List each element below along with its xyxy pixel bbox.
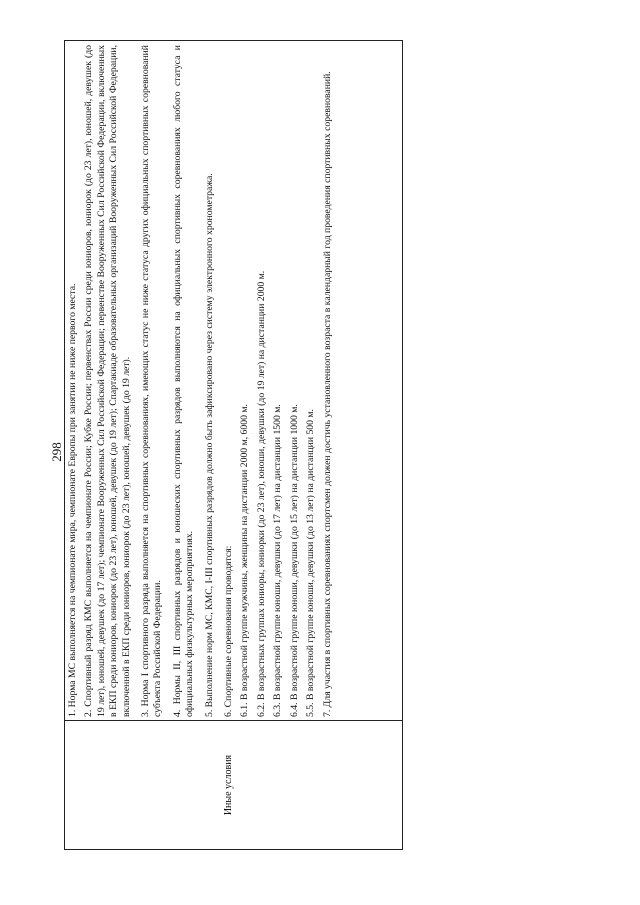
row-label: Иные условия [222, 754, 234, 816]
item-2: 2. Спортивный разряд КМС выполняется на чемпионате России; Кубке России; первенствах России среди юниоров, юниорок (до 23 лет), юношей, девушек (до 19 лет), юношей, девушек (до 17 лет); чемпионате Вооруженных Сил Российской Федерации; первенстве Вооруженных Сил Российской Федерации, включенных в ЕКП среди юниоров, юниорок (до 23 лет), юношей, девушек (до 19 лет); Спартакиаде образовательных организаций Вооруженных Сил Российской Федерации, включенной в ЕКП среди юниоров, юниорок (до 23 лет), юношей, девушек (до 19 лет). [83, 45, 132, 717]
item-7: 7. Для участия в спортивных соревнованиях спортсмен должен достичь установленного возраста в календарный год проведения спортивных соревнований. [321, 71, 333, 717]
item-6: 6. Спортивные соревнования проводятся: [223, 545, 235, 717]
item-6-4: 6.4. В возрастной группе юноши, девушки (до 15 лет) на дистанции 1000 м. [288, 404, 300, 717]
item-4: 4. Нормы II, III спортивных разрядов и юношеских спортивных разрядов выполняются на официальных спортивных соревнованиях любого статуса и официальных физкультурных мероприятиях. [171, 45, 196, 717]
content-cell [65, 41, 403, 721]
table-row [65, 41, 403, 850]
item-3: 3. Норма I спортивного разряда выполняется на спортивных соревнованиях, имеющих статус не ниже статуса других официальных спортивных соревнований субъекта Российской Федерации. [140, 45, 164, 717]
item-6-1: 6.1. В возрастной группе мужчины, женщины на дистанции 2000 м, 6000 м. [239, 404, 251, 717]
item-1: 1. Норма МС выполняется на чемпионате мира, чемпионате Европы при занятии не ниже первого места. [67, 283, 78, 717]
item-6-2: 6.2. В возрастных группах юниоры, юниорки (до 23 лет), юноши, девушки (до 19 лет) на дистанции 2000 м. [255, 270, 267, 717]
item-5: 5. Выполнение норм МС, КМС, I-III спортивных разрядов должно быть зафиксировано через систему электронного хронометража. [203, 173, 215, 717]
item-6-5: 5.5. В возрастной группе юноши, девушки (до 13 лет) на дистанции 500 м. [305, 409, 317, 717]
conditions-table [64, 40, 403, 850]
item-6-3: 6.3. В возрастной группе юноши, девушки (до 17 лет) на дистанции 1500 м. [272, 404, 284, 717]
label-cell [65, 721, 403, 850]
page-number: 298 [49, 442, 64, 462]
